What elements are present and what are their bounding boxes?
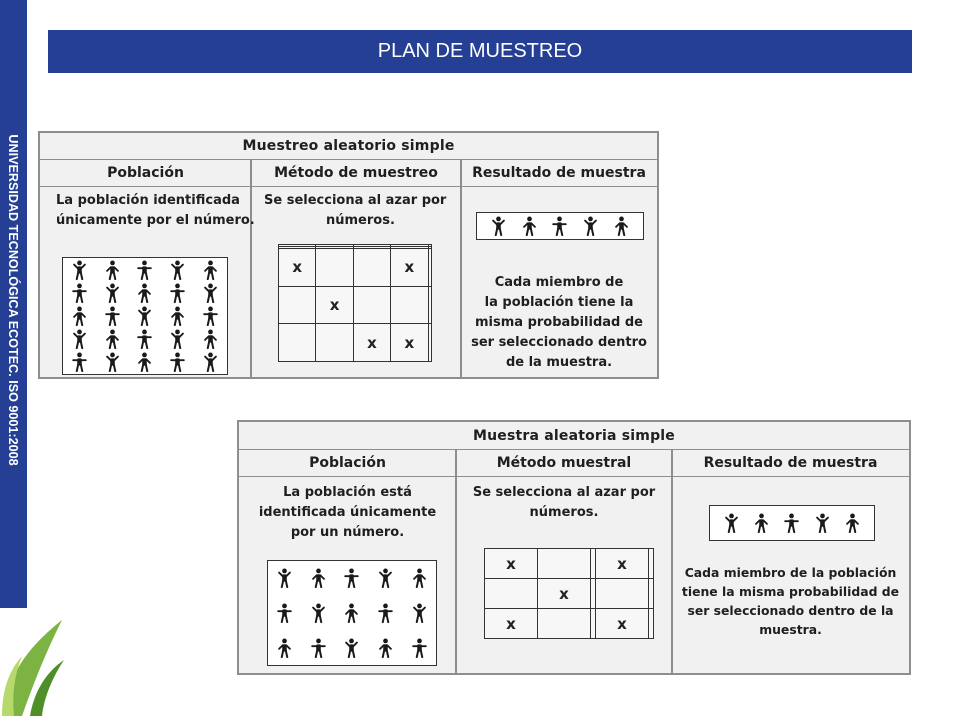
person-icon <box>277 603 292 623</box>
column-header-population: Población <box>239 450 456 477</box>
grid-row <box>485 579 654 609</box>
result-description: Cada miembro de la población tiene la misma probabilidad de ser seleccionado dentro de la muestra. <box>471 275 647 370</box>
person-icon <box>137 260 152 280</box>
grid-cell <box>353 286 390 324</box>
person-icon <box>344 603 359 623</box>
person-icon <box>170 283 185 303</box>
grid-row <box>485 609 654 639</box>
person-icon <box>845 513 860 533</box>
grid-cell <box>428 324 432 362</box>
leaf-logo-icon <box>0 612 66 720</box>
grid-cell <box>279 324 316 362</box>
person-icon <box>137 329 152 349</box>
person-icon <box>105 352 120 372</box>
grid-cell <box>649 609 654 639</box>
random-selection-grid <box>484 548 654 639</box>
person-icon <box>311 568 326 588</box>
person-icon <box>105 306 120 326</box>
institution-label: UNIVERSIDAD TECNOLÓGICA ECOTEC. ISO 9001:2008 <box>6 134 20 466</box>
grid-row <box>279 248 432 286</box>
person-icon <box>277 568 292 588</box>
column-header-result: Resultado de muestra <box>461 160 657 187</box>
person-icon <box>311 638 326 658</box>
population-people-grid <box>62 257 228 375</box>
column-header-method: Método muestral <box>456 450 672 477</box>
sidebar-band <box>0 0 27 608</box>
population-description: La población está identificada únicamente por un número. <box>258 485 437 540</box>
person-icon <box>522 216 537 236</box>
grid-cell <box>391 286 428 324</box>
column-header-method: Método de muestreo <box>251 160 461 187</box>
person-icon <box>137 352 152 372</box>
grid-cell <box>649 549 654 579</box>
grid-cell <box>428 286 432 324</box>
page-title: PLAN DE MUESTREO <box>48 30 912 73</box>
grid-cell: x <box>353 324 390 362</box>
grid-cell: x <box>316 286 353 324</box>
person-icon <box>203 283 218 303</box>
sampling-table-1 <box>38 131 659 379</box>
person-icon <box>552 216 567 236</box>
method-description: Se selecciona al azar por números. <box>264 193 447 228</box>
sample-strip <box>709 505 875 541</box>
person-icon <box>378 638 393 658</box>
population-description: La población identificada únicamente por el número. <box>56 193 255 228</box>
person-icon <box>378 568 393 588</box>
grid-cell <box>279 286 316 324</box>
person-icon <box>203 352 218 372</box>
person-icon <box>583 216 598 236</box>
person-icon <box>344 638 359 658</box>
grid-cell: x <box>391 324 428 362</box>
person-icon <box>203 306 218 326</box>
person-icon <box>378 603 393 623</box>
person-icon <box>105 329 120 349</box>
result-description: Cada miembro de la población tiene la misma probabilidad de ser seleccionado dentro de la muestra. <box>681 565 900 637</box>
person-icon <box>412 603 427 623</box>
sample-strip <box>476 212 644 240</box>
person-icon <box>203 260 218 280</box>
person-icon <box>170 352 185 372</box>
table-title: Muestra aleatoria simple <box>239 422 909 450</box>
person-icon <box>614 216 629 236</box>
person-icon <box>412 638 427 658</box>
person-icon <box>137 283 152 303</box>
person-icon <box>491 216 506 236</box>
grid-cell: x <box>391 248 428 286</box>
grid-cell: x <box>538 579 591 609</box>
person-icon <box>72 352 87 372</box>
column-header-result: Resultado de muestra <box>672 450 909 477</box>
sampling-table-2 <box>237 420 911 675</box>
person-icon <box>784 513 799 533</box>
grid-cell <box>316 248 353 286</box>
person-icon <box>754 513 769 533</box>
grid-cell <box>595 579 648 609</box>
grid-cell: x <box>595 549 648 579</box>
person-icon <box>412 568 427 588</box>
grid-cell: x <box>485 609 538 639</box>
random-selection-grid <box>278 244 432 362</box>
grid-cell <box>538 609 591 639</box>
grid-row <box>279 324 432 362</box>
grid-cell <box>649 579 654 609</box>
table-title: Muestreo aleatorio simple <box>40 133 657 160</box>
person-icon <box>815 513 830 533</box>
grid-cell <box>428 248 432 286</box>
person-icon <box>277 638 292 658</box>
person-icon <box>105 283 120 303</box>
grid-cell: x <box>279 248 316 286</box>
person-icon <box>170 260 185 280</box>
grid-cell: x <box>595 609 648 639</box>
person-icon <box>72 329 87 349</box>
grid-cell <box>485 579 538 609</box>
method-description: Se selecciona al azar por números. <box>472 485 656 520</box>
column-header-population: Población <box>40 160 251 187</box>
person-icon <box>137 306 152 326</box>
grid-cell <box>353 248 390 286</box>
grid-cell <box>538 549 591 579</box>
person-icon <box>311 603 326 623</box>
grid-cell <box>316 324 353 362</box>
person-icon <box>344 568 359 588</box>
grid-row <box>279 286 432 324</box>
person-icon <box>170 306 185 326</box>
person-icon <box>170 329 185 349</box>
person-icon <box>72 283 87 303</box>
person-icon <box>72 260 87 280</box>
person-icon <box>724 513 739 533</box>
person-icon <box>203 329 218 349</box>
population-people-grid <box>267 560 437 666</box>
person-icon <box>105 260 120 280</box>
grid-cell: x <box>485 549 538 579</box>
grid-row <box>485 549 654 579</box>
person-icon <box>72 306 87 326</box>
